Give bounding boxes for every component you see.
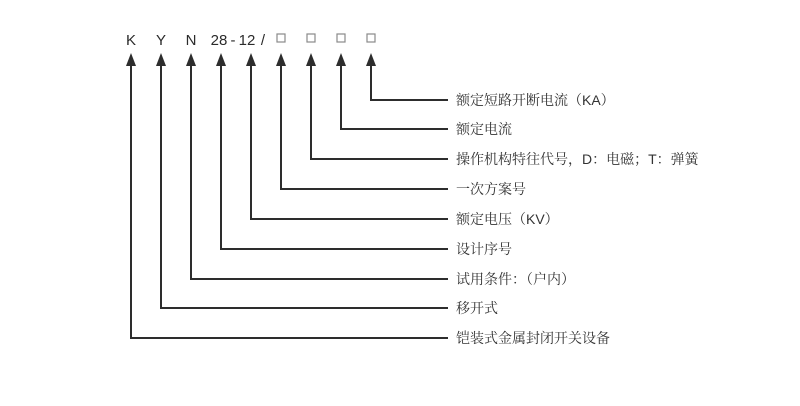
designation-label: 一次方案号 [456,181,526,197]
designation-label: 额定电压（KV） [456,211,559,227]
designation-label: 移开式 [456,300,498,316]
model-code-token: - [230,32,236,49]
model-code-token: N [185,32,197,49]
model-code-token: 12 [238,32,256,49]
leader-line [221,64,448,249]
designation-label: 设计序号 [456,241,512,257]
designation-label: 试用条件：（户内） [456,271,575,287]
leader-line [371,64,448,100]
leader-line [131,64,448,338]
model-code-token: K [125,32,137,49]
model-code-token: Y [155,32,167,49]
designation-label: 额定短路开断电流（KA） [456,92,615,108]
model-code-token: / [260,32,266,49]
placeholder-square [277,34,285,42]
placeholder-square [367,34,375,42]
placeholder-square [337,34,345,42]
leader-line [281,64,448,189]
leader-line [191,64,448,279]
leader-line [311,64,448,159]
placeholder-square [307,34,315,42]
model-code-token: 28 [210,32,228,49]
designation-label: 操作机构特往代号，D：电磁；T：弹簧 [456,151,699,167]
leader-line [341,64,448,129]
designation-label: 铠装式金属封闭开关设备 [456,330,610,346]
designation-label: 额定电流 [456,121,512,137]
